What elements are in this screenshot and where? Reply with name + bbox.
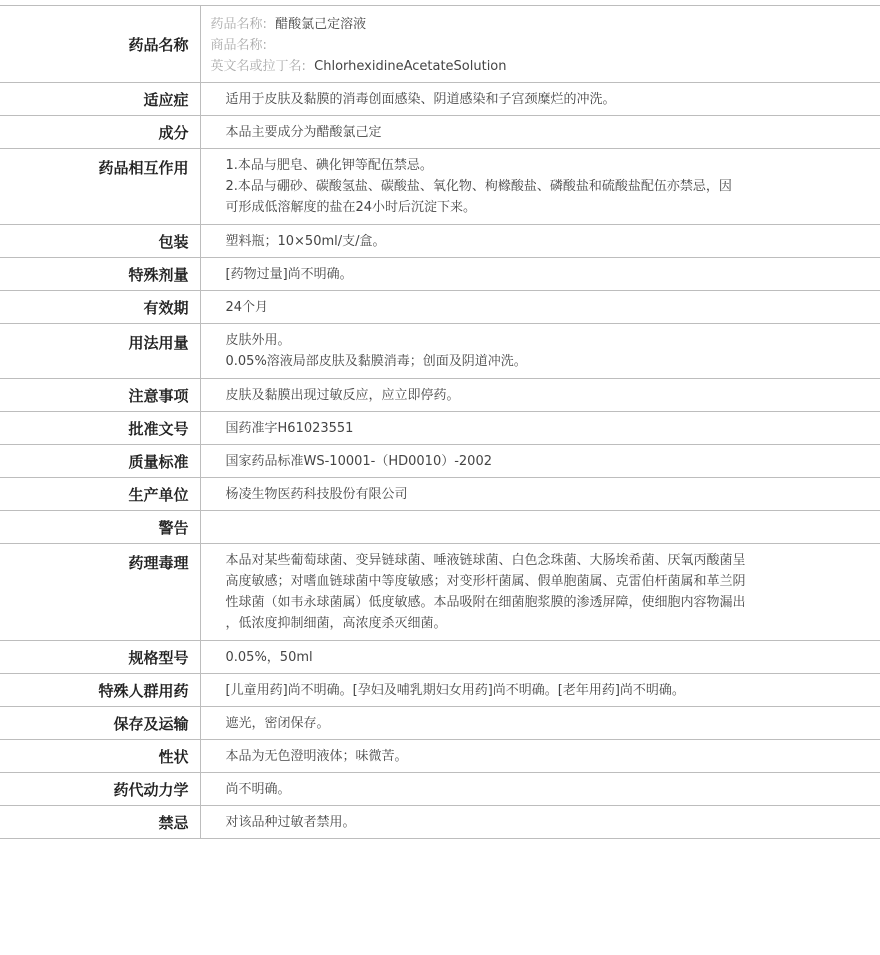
label-approval: 批准文号 bbox=[0, 412, 200, 445]
label-drug-name: 药品名称 bbox=[0, 6, 200, 83]
row-approval bbox=[0, 412, 880, 445]
trade-name-key: 商品名称: bbox=[210, 37, 267, 53]
label-overdose: 特殊剂量 bbox=[0, 258, 200, 291]
row-indication bbox=[0, 83, 880, 116]
label-shelf-life: 有效期 bbox=[0, 291, 200, 324]
interactions-line: 可形成低溶解度的盐在24小时后沉淀下来。 bbox=[225, 200, 477, 215]
pharmacology-line: 性球菌（如韦永球菌属）低度敏感。本品吸附在细菌胞浆膜的渗透屏障，使细胞内容物漏出 bbox=[225, 595, 746, 610]
row-pharmacology bbox=[0, 544, 880, 641]
label-interactions: 药品相互作用 bbox=[0, 149, 200, 225]
row-packaging bbox=[0, 225, 880, 258]
value-standard: 国家药品标准WS-10001-（HD0010）-2002 bbox=[200, 445, 880, 478]
interactions-line: 2.本品与硼砂、碳酸氢盐、碳酸盐、氧化物、枸橼酸盐、磷酸盐和硫酸盐配伍亦禁忌，因 bbox=[225, 179, 732, 194]
label-pharmacology: 药理毒理 bbox=[0, 544, 200, 641]
row-overdose bbox=[0, 258, 880, 291]
value-description: 本品为无色澄明液体；味微苦。 bbox=[200, 740, 880, 773]
english-name-value: ChlorhexidineAcetateSolution bbox=[314, 58, 507, 74]
generic-name-value: 醋酸氯己定溶液 bbox=[275, 16, 367, 32]
row-precautions bbox=[0, 379, 880, 412]
value-approval: 国药准字H61023551 bbox=[200, 412, 880, 445]
row-shelf-life bbox=[0, 291, 880, 324]
row-manufacturer bbox=[0, 478, 880, 511]
dosage-line: 皮肤外用。 bbox=[225, 333, 291, 348]
value-specification: 0.05%，50ml bbox=[200, 641, 880, 674]
row-interactions bbox=[0, 149, 880, 225]
pharmacology-line: 本品对某些葡萄球菌、变异链球菌、唾液链球菌、白色念珠菌、大肠埃希菌、厌氧丙酸菌呈 bbox=[225, 553, 746, 568]
value-indication: 适用于皮肤及黏膜的消毒创面感染、阴道感染和子宫颈糜烂的冲洗。 bbox=[200, 83, 880, 116]
row-pharmacokinetics bbox=[0, 773, 880, 806]
row-contraindications bbox=[0, 806, 880, 839]
label-ingredients: 成分 bbox=[0, 116, 200, 149]
label-indication: 适应症 bbox=[0, 83, 200, 116]
pharmacology-line: 高度敏感；对嗜血链球菌中等度敏感；对变形杆菌属、假单胞菌属、克雷伯杆菌属和革兰阴 bbox=[225, 574, 746, 589]
value-overdose: [药物过量]尚不明确。 bbox=[200, 258, 880, 291]
row-special-groups bbox=[0, 674, 880, 707]
english-name-line bbox=[211, 56, 873, 77]
label-contraindications: 禁忌 bbox=[0, 806, 200, 839]
label-warning: 警告 bbox=[0, 511, 200, 544]
row-ingredients bbox=[0, 116, 880, 149]
row-description bbox=[0, 740, 880, 773]
label-specification: 规格型号 bbox=[0, 641, 200, 674]
value-interactions bbox=[200, 149, 880, 225]
drug-spec-table bbox=[0, 5, 880, 839]
generic-name-line bbox=[211, 14, 873, 35]
value-pharmacokinetics: 尚不明确。 bbox=[200, 773, 880, 806]
label-special-groups: 特殊人群用药 bbox=[0, 674, 200, 707]
value-contraindications: 对该品种过敏者禁用。 bbox=[200, 806, 880, 839]
label-packaging: 包装 bbox=[0, 225, 200, 258]
label-description: 性状 bbox=[0, 740, 200, 773]
value-packaging: 塑料瓶；10×50ml/支/盒。 bbox=[200, 225, 880, 258]
value-precautions: 皮肤及黏膜出现过敏反应，应立即停药。 bbox=[200, 379, 880, 412]
label-pharmacokinetics: 药代动力学 bbox=[0, 773, 200, 806]
generic-name-key: 药品名称: bbox=[210, 16, 267, 32]
pharmacology-line: ，低浓度抑制细菌，高浓度杀灭细菌。 bbox=[225, 616, 447, 631]
value-special-groups: [儿童用药]尚不明确。[孕妇及哺乳期妇女用药]尚不明确。[老年用药]尚不明确。 bbox=[200, 674, 880, 707]
label-manufacturer: 生产单位 bbox=[0, 478, 200, 511]
value-dosage bbox=[200, 324, 880, 379]
row-warning bbox=[0, 511, 880, 544]
value-manufacturer: 杨凌生物医药科技股份有限公司 bbox=[200, 478, 880, 511]
value-ingredients: 本品主要成分为醋酸氯己定 bbox=[200, 116, 880, 149]
row-dosage bbox=[0, 324, 880, 379]
value-storage: 遮光，密闭保存。 bbox=[200, 707, 880, 740]
row-drug-name bbox=[0, 6, 880, 83]
value-drug-name bbox=[200, 6, 880, 83]
value-shelf-life: 24个月 bbox=[200, 291, 880, 324]
interactions-line: 1.本品与肥皂、碘化钾等配伍禁忌。 bbox=[225, 158, 433, 173]
value-warning bbox=[200, 511, 880, 544]
row-storage bbox=[0, 707, 880, 740]
value-pharmacology bbox=[200, 544, 880, 641]
row-specification bbox=[0, 641, 880, 674]
label-precautions: 注意事项 bbox=[0, 379, 200, 412]
dosage-line: 0.05%溶液局部皮肤及黏膜消毒；创面及阴道冲洗。 bbox=[225, 354, 527, 369]
label-dosage: 用法用量 bbox=[0, 324, 200, 379]
row-standard bbox=[0, 445, 880, 478]
label-standard: 质量标准 bbox=[0, 445, 200, 478]
english-name-key: 英文名或拉丁名: bbox=[210, 58, 306, 74]
label-storage: 保存及运输 bbox=[0, 707, 200, 740]
trade-name-line bbox=[211, 35, 873, 56]
